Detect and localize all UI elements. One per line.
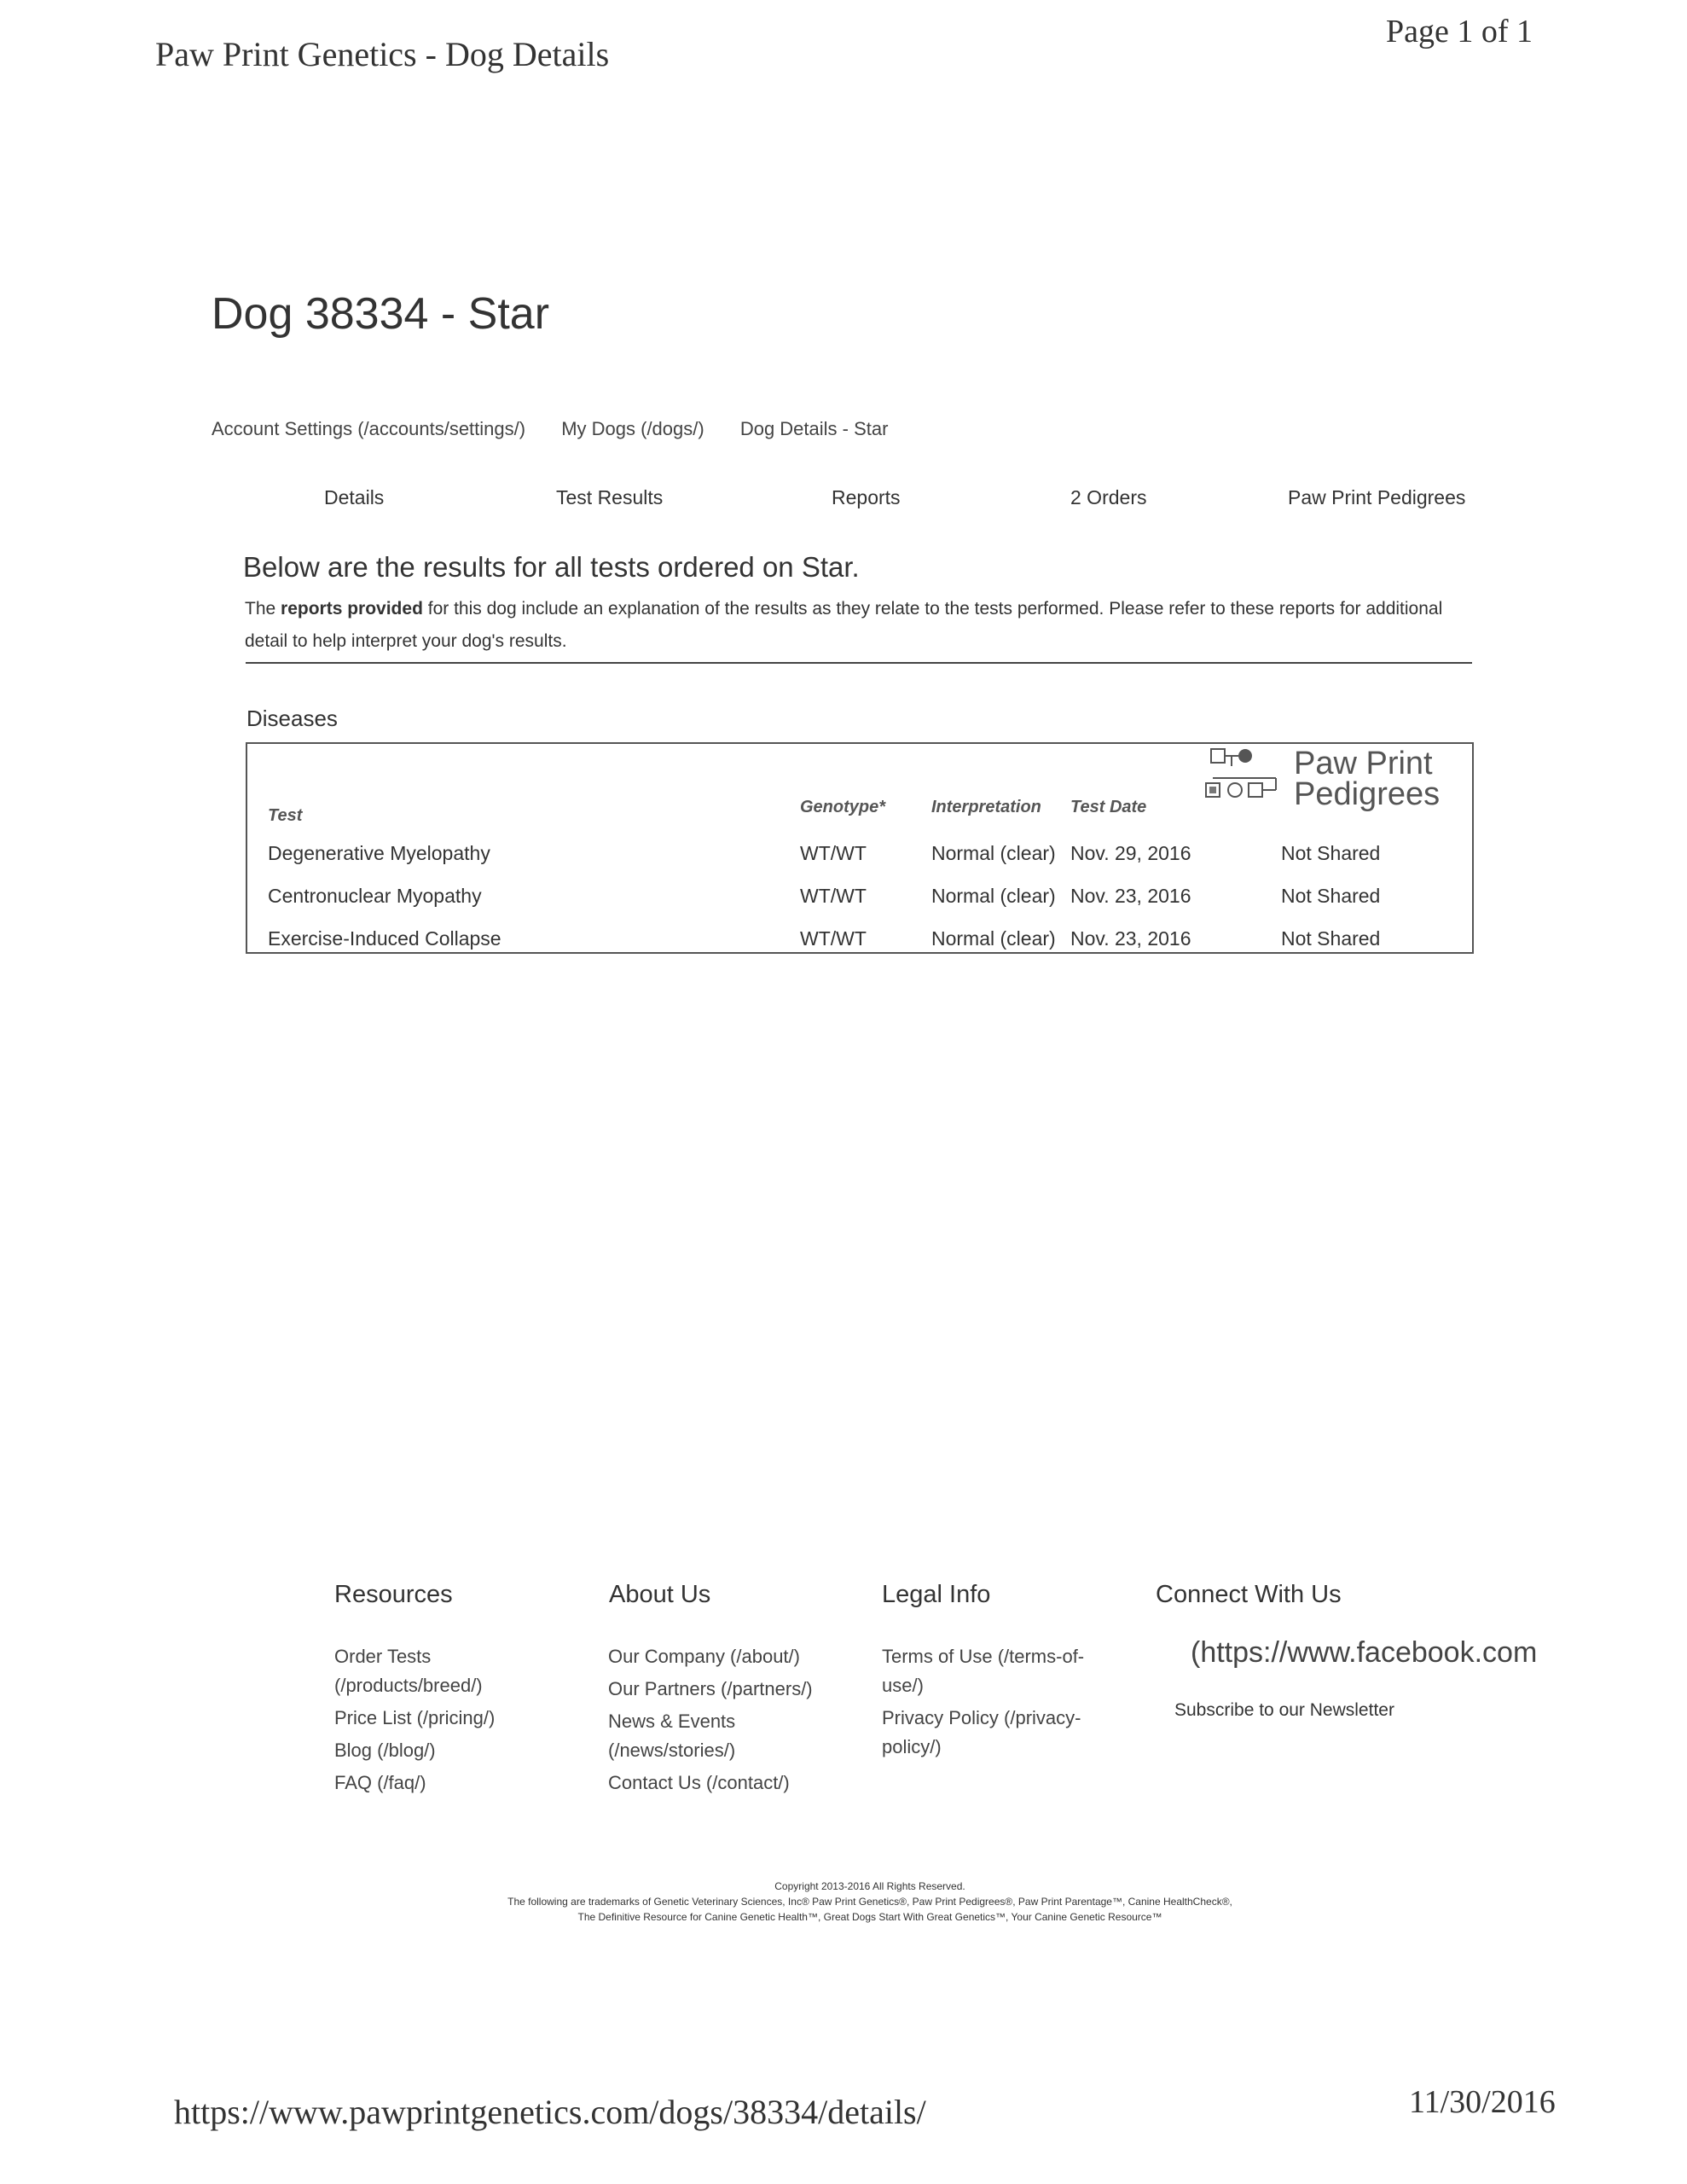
column-header-test-date: Test Date bbox=[1070, 798, 1147, 816]
footer-link-contact-us[interactable]: Contact Us (/contact/) bbox=[608, 1772, 790, 1793]
column-header-test: Test bbox=[268, 806, 303, 825]
pedigree-chart-icon bbox=[1204, 744, 1290, 816]
tab-orders[interactable]: 2 Orders bbox=[1070, 486, 1147, 508]
footer-link-news-events[interactable]: News & Events (/news/stories/) bbox=[608, 1711, 736, 1761]
row-test-date: Nov. 23, 2016 bbox=[1070, 927, 1191, 950]
footer-link-terms[interactable]: Terms of Use (/terms-of-use/) bbox=[882, 1646, 1085, 1696]
row-test-date: Nov. 29, 2016 bbox=[1070, 842, 1191, 864]
column-header-interpretation: Interpretation bbox=[931, 798, 1041, 816]
row-share-status[interactable]: Not Shared bbox=[1281, 842, 1381, 864]
row-test-name[interactable]: Degenerative Myelopathy bbox=[268, 842, 490, 864]
trademark-line: The following are trademarks of Genetic Veterinary Sciences, Inc® Paw Print Genetics®, Paw Print Pedigrees®, Paw Print Parentage™, Canine HealthCheck®, bbox=[507, 1896, 1232, 1908]
footer-link-faq[interactable]: FAQ (/faq/) bbox=[334, 1772, 426, 1793]
row-genotype: WT/WT bbox=[800, 885, 867, 907]
section-divider bbox=[246, 662, 1472, 664]
footer-resources-title: Resources bbox=[334, 1581, 453, 1608]
trademark-line: The Definitive Resource for Canine Genetic Health™, Great Dogs Start With Great Genetics™, Your Canine Genetic Resource™ bbox=[577, 1911, 1162, 1923]
tab-test-results[interactable]: Test Results bbox=[556, 486, 664, 508]
diseases-label: Diseases bbox=[246, 706, 338, 731]
row-genotype: WT/WT bbox=[800, 842, 867, 864]
copyright-line: Copyright 2013-2016 All Rights Reserved. bbox=[774, 1880, 965, 1892]
footer-resources-links bbox=[334, 1642, 573, 1801]
logo-text-line1: Paw Print bbox=[1294, 746, 1433, 781]
footer-link-order-tests[interactable]: Order Tests (/products/breed/) bbox=[334, 1646, 483, 1696]
copyright-notice bbox=[341, 1879, 1399, 1925]
footer-link-price-list[interactable]: Price List (/pricing/) bbox=[334, 1707, 496, 1728]
breadcrumb-account-settings[interactable]: Account Settings (/accounts/settings/) bbox=[212, 418, 526, 439]
footer-link-our-partners[interactable]: Our Partners (/partners/) bbox=[608, 1678, 813, 1699]
intro-text-before: The bbox=[245, 599, 281, 619]
facebook-link[interactable]: (https://www.facebook.com bbox=[1191, 1636, 1538, 1669]
row-interpretation: Normal (clear) bbox=[931, 885, 1056, 907]
results-description bbox=[245, 593, 1456, 658]
results-heading: Below are the results for all tests ordered on Star. bbox=[243, 551, 860, 583]
page-title: Dog 38334 - Star bbox=[212, 289, 550, 339]
breadcrumb-my-dogs[interactable]: My Dogs (/dogs/) bbox=[561, 418, 704, 439]
breadcrumb bbox=[212, 418, 979, 440]
row-share-status[interactable]: Not Shared bbox=[1281, 927, 1381, 950]
logo-text-line2: Pedigrees bbox=[1294, 776, 1441, 812]
footer-legal-links bbox=[882, 1642, 1112, 1765]
footer-legal-title: Legal Info bbox=[882, 1581, 991, 1608]
row-test-date: Nov. 23, 2016 bbox=[1070, 885, 1191, 907]
print-footer-url: https://www.pawprintgenetics.com/dogs/38334/details/ bbox=[174, 2093, 926, 2131]
tab-details[interactable]: Details bbox=[324, 486, 385, 508]
footer-connect-title: Connect With Us bbox=[1156, 1581, 1342, 1608]
footer-about-links bbox=[608, 1642, 847, 1801]
print-header-title: Paw Print Genetics - Dog Details bbox=[155, 35, 610, 73]
paw-print-pedigrees-logo[interactable] bbox=[1204, 744, 1470, 821]
footer-link-our-company[interactable]: Our Company (/about/) bbox=[608, 1646, 800, 1667]
newsletter-link[interactable]: Subscribe to our Newsletter bbox=[1174, 1700, 1394, 1720]
intro-text-after: for this dog include an explanation of the results as they relate to the tests performed. Please refer to these reports for additional detail to help interpret your dog's results. bbox=[245, 599, 1443, 651]
footer-about-title: About Us bbox=[609, 1581, 711, 1608]
row-test-name[interactable]: Centronuclear Myopathy bbox=[268, 885, 482, 907]
tab-paw-print-pedigrees[interactable]: Paw Print Pedigrees bbox=[1288, 486, 1466, 508]
row-test-name[interactable]: Exercise-Induced Collapse bbox=[268, 927, 501, 950]
footer-link-blog[interactable]: Blog (/blog/) bbox=[334, 1740, 436, 1761]
footer-link-privacy[interactable]: Privacy Policy (/privacy-policy/) bbox=[882, 1707, 1081, 1757]
column-header-genotype: Genotype* bbox=[800, 798, 886, 816]
print-footer-date: 11/30/2016 bbox=[1409, 2084, 1556, 2120]
row-interpretation: Normal (clear) bbox=[931, 842, 1056, 864]
print-page-number: Page 1 of 1 bbox=[1386, 14, 1533, 49]
reports-provided-link[interactable]: reports provided bbox=[281, 599, 423, 619]
breadcrumb-current: Dog Details - Star bbox=[739, 418, 889, 439]
tab-reports[interactable]: Reports bbox=[832, 486, 901, 508]
row-share-status[interactable]: Not Shared bbox=[1281, 885, 1381, 907]
row-interpretation: Normal (clear) bbox=[931, 927, 1056, 950]
row-genotype: WT/WT bbox=[800, 927, 867, 950]
